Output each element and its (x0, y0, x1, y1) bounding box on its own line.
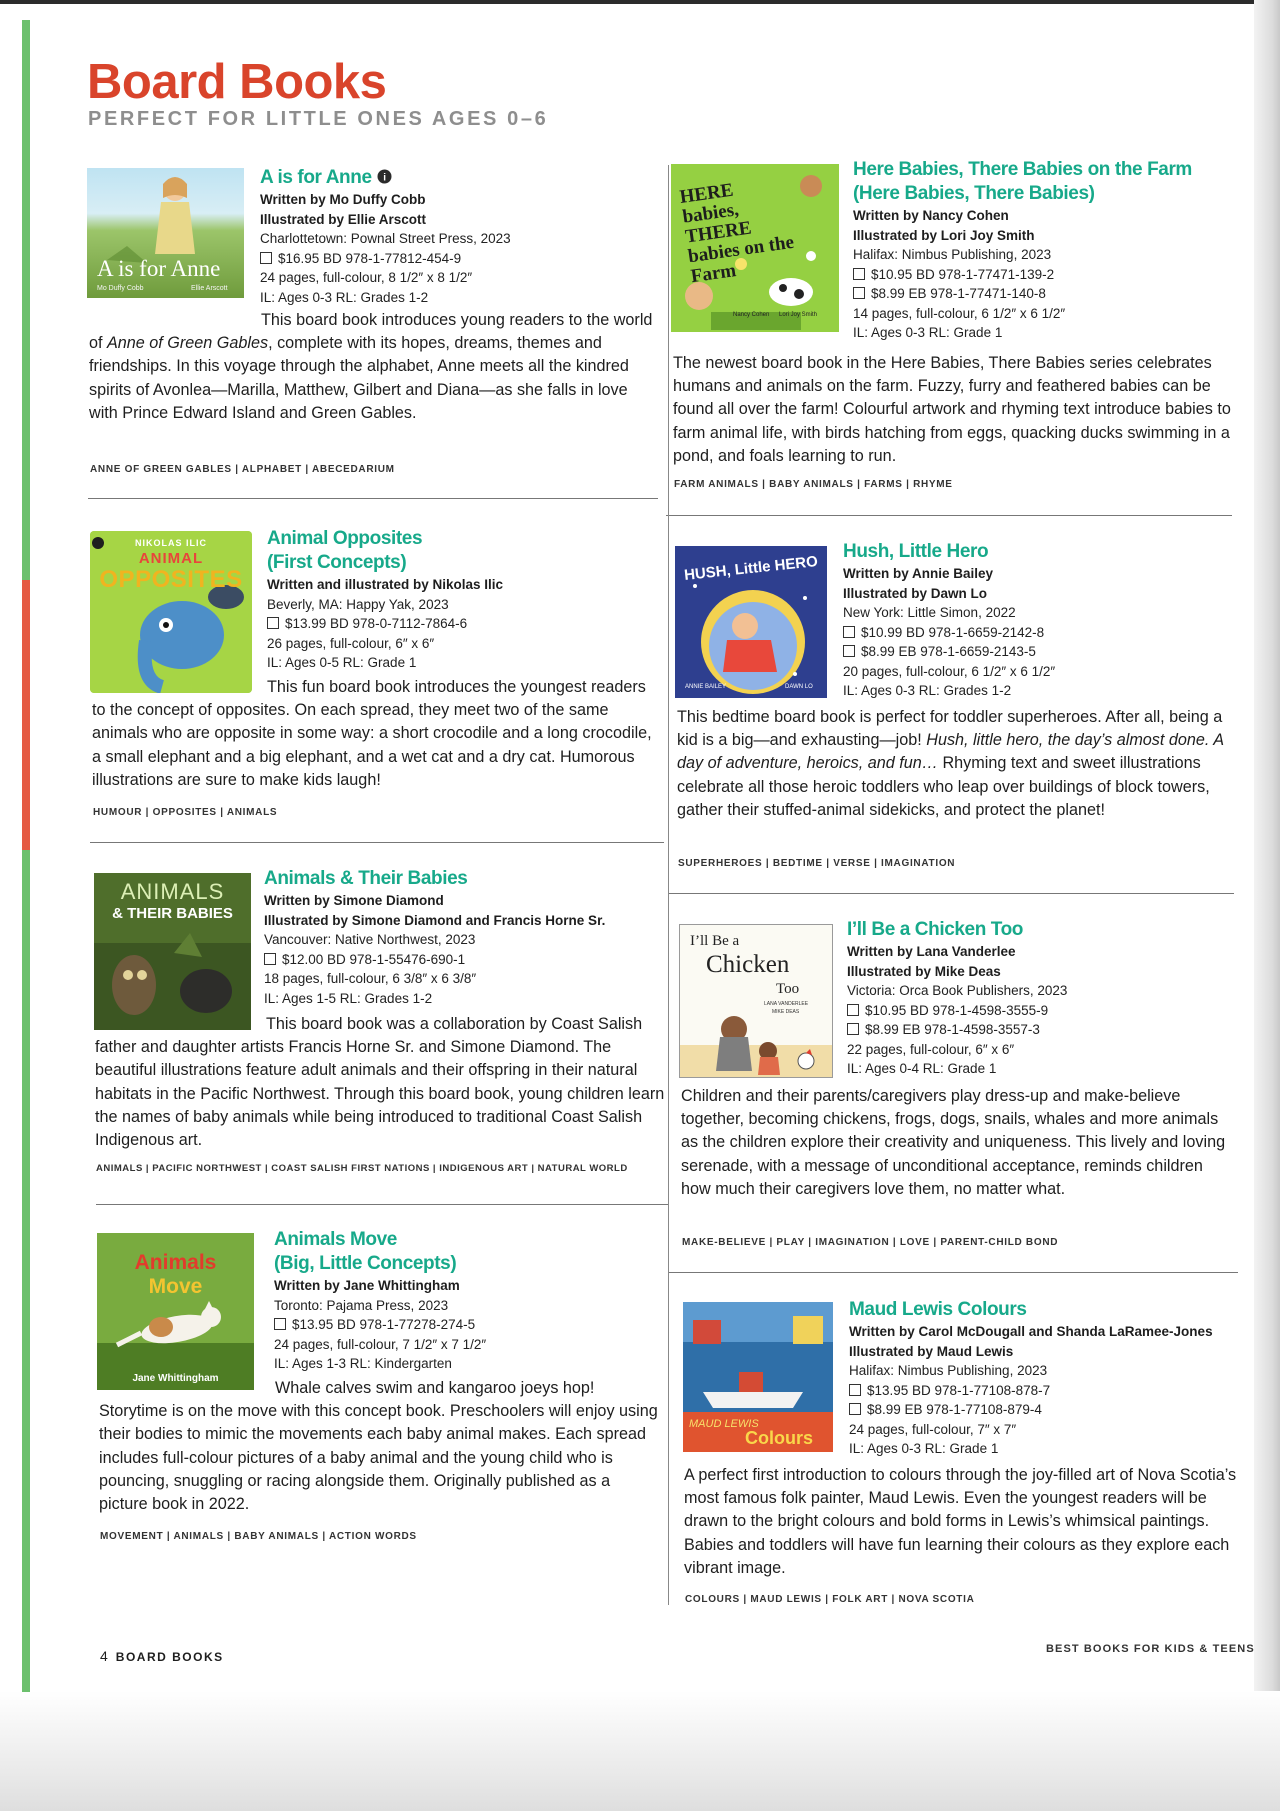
book-cover-hush-little-hero[interactable] (675, 546, 827, 698)
book-illustrator: Illustrated by Simone Diamond and Francis Horne Sr. (264, 912, 606, 928)
book-tags: ANIMALS | PACIFIC NORTHWEST | COAST SALISH FIRST NATIONS | INDIGENOUS ART | NATURAL WORLD (96, 1163, 628, 1174)
book-publisher: Vancouver: Native Northwest, 2023 (264, 932, 476, 947)
book-info-animal-opposites (267, 527, 657, 673)
book-isbn-board: $10.95 BD 978-1-77471-139-2 (853, 265, 1233, 285)
book-series: (First Concepts) (267, 552, 407, 573)
book-description: Whale calves swim and kangaroo joeys hop! Storytime is on the move with this concept book. Preschoolers will enjoy using their bodies to mimic the movements each baby animal makes. Each spread includes full-colour pictures of a baby animal and the young child who is pouncing, snuggling or racing alongside them. Originally published as a picture book in 2022. (99, 1379, 658, 1514)
book-publisher: Charlottetown: Pownal Street Press, 2023 (260, 231, 511, 246)
order-checkbox[interactable] (267, 617, 279, 629)
page-title: Board Books (87, 55, 387, 109)
book-levels: IL: Ages 0-3 RL: Grade 1 (849, 1441, 999, 1456)
book-description: This fun board book introduces the youngest readers to the concept of opposites. On each spread, they meet two of the same animals who are opposite in some way: a short crocodile and a long crocodile, a small elephant and a big elephant, and a wet cat and a dry cat. Humorous illustrations are sure to make kids laugh! (92, 678, 652, 789)
book-illustrator: Illustrated by Dawn Lo (843, 585, 988, 601)
book-cover-animal-opposites[interactable] (90, 531, 252, 693)
book-author: Written by Annie Bailey (843, 566, 994, 581)
book-author: Written and illustrated by Nikolas Ilic (267, 577, 504, 592)
book-description: A perfect first introduction to colours through the joy-filled art of Nova Scotia’s most famous folk painter, Maud Lewis. Even the youngest readers will be drawn to the bright colours and bold forms in Lewis’s whimsical paintings. Babies and toddlers will have fun learning their colours as they explore each vibrant image. (684, 1466, 1237, 1577)
book-publisher: Halifax: Nimbus Publishing, 2023 (849, 1363, 1048, 1378)
page-number: 4 (100, 1648, 108, 1664)
order-checkbox[interactable] (849, 1403, 861, 1415)
book-author: Written by Nancy Cohen (853, 208, 1009, 223)
page-footer-left (100, 1648, 224, 1664)
spine-green-stripe-lower (22, 850, 30, 1692)
book-levels: IL: Ages 1-3 RL: Kindergarten (274, 1356, 452, 1371)
spine-red-stripe (22, 580, 30, 850)
book-cover-animals-their-babies[interactable] (94, 873, 251, 1030)
cover-title-line1: ANIMAL (138, 550, 204, 567)
section-label: BOARD BOOKS (115, 1650, 224, 1664)
book-cover-ill-be-a-chicken-too[interactable] (679, 924, 833, 1078)
book-levels: IL: Ages 0-3 RL: Grade 1 (853, 325, 1003, 340)
book-title[interactable]: Here Babies, There Babies on the Farm (853, 159, 1192, 180)
book-isbn-board: $13.95 BD 978-1-77278-274-5 (274, 1315, 664, 1335)
book-title[interactable]: A is for Anne i (260, 166, 660, 190)
book-author: Written by Simone Diamond (264, 893, 444, 908)
divider (90, 842, 664, 843)
cover-illustrator: Ellie Arscott (191, 285, 228, 292)
book-isbn-board: $10.99 BD 978-1-6659-2142-8 (843, 623, 1223, 643)
cover-illustrator: Lori Joy Smith (779, 312, 818, 318)
book-title[interactable]: I’ll Be a Chicken Too (847, 919, 1024, 940)
book-description: Children and their parents/caregivers play dress-up and make-believe together, becoming chickens, frogs, dogs, snails, whales and more animals as the children explore their creativity and uniqueness. This lively and loving serenade, with a message of unconditional acceptance, reminds children how much their caregivers love them, no matter what. (681, 1087, 1226, 1198)
book-illustrator: Illustrated by Maud Lewis (849, 1343, 1014, 1359)
book-isbn-board: $16.95 BD 978-1-77812-454-9 (260, 249, 660, 269)
book-levels: IL: Ages 0-5 RL: Grade 1 (267, 655, 417, 670)
book-author: Written by Lana Vanderlee (847, 944, 1016, 959)
divider (88, 498, 658, 499)
scan-bottom-shadow (0, 1691, 1280, 1811)
book-isbn-ebook: $8.99 EB 978-1-4598-3557-3 (847, 1020, 1227, 1040)
book-publisher: Victoria: Orca Book Publishers, 2023 (847, 983, 1068, 998)
book-publisher: Halifax: Nimbus Publishing, 2023 (853, 247, 1052, 262)
divider (96, 1204, 668, 1205)
book-pages: 26 pages, full-colour, 6″ x 6″ (267, 635, 435, 651)
book-author: Written by Jane Whittingham (274, 1278, 460, 1293)
order-checkbox[interactable] (853, 268, 865, 280)
cover-title: HUSH, Little HERO (683, 553, 819, 584)
book-info-animals-move (274, 1228, 664, 1374)
order-checkbox[interactable] (847, 1004, 859, 1016)
book-tags: MAKE-BELIEVE | PLAY | IMAGINATION | LOVE | PARENT-CHILD BOND (682, 1237, 1059, 1248)
order-checkbox[interactable] (849, 1384, 861, 1396)
order-checkbox[interactable] (843, 645, 855, 657)
book-isbn-board: $13.95 BD 978-1-77108-878-7 (849, 1381, 1239, 1401)
book-tags: ANNE OF GREEN GABLES | ALPHABET | ABECEDARIUM (90, 464, 395, 475)
publication-name: BEST BOOKS FOR KIDS & TEENS (1046, 1643, 1255, 1655)
book-isbn-board: $13.99 BD 978-0-7112-7864-6 (267, 614, 657, 634)
book-isbn-ebook: $8.99 EB 978-1-6659-2143-5 (843, 642, 1223, 662)
order-checkbox[interactable] (274, 1318, 286, 1330)
cover-author: ANNIE BAILEY (685, 684, 727, 690)
order-checkbox[interactable] (847, 1023, 859, 1035)
book-tags: FARM ANIMALS | BABY ANIMALS | FARMS | RHYME (674, 479, 953, 490)
book-description: The newest board book in the Here Babies, There Babies series celebrates humans and animals on the farm. Fuzzy, furry and feathered babies can be found all over the farm! Colourful artwork and rhyming text introduce babies to farm animal life, with birds hatching from eggs, quacking ducks swimming in a pond, and foals learning to run. (673, 354, 1231, 465)
order-checkbox[interactable] (843, 626, 855, 638)
book-description: This bedtime board book is perfect for toddler superheroes. After all, being a kid is a big—and exhausting—job! Hush, little hero, the day’s almost done. A day of adventure, heroics, and fun… Rhyming text and sweet illustrations celebrate all those heroic toddlers who leap over buildings of block towers, gather their stuffed-animal sidekicks, and protect the planet! (677, 708, 1224, 819)
book-pages: 24 pages, full-colour, 8 1/2″ x 8 1/2″ (260, 270, 473, 285)
book-pages: 24 pages, full-colour, 7″ x 7″ (849, 1421, 1017, 1437)
cover-title-line1: Animals (134, 1251, 217, 1274)
cover-title-line2: OPPOSITES (99, 566, 243, 593)
cover-title-line1: ANIMALS (120, 879, 225, 904)
book-pages: 14 pages, full-colour, 6 1/2″ x 6 1/2″ (853, 305, 1066, 321)
book-pages: 24 pages, full-colour, 7 1/2″ x 7 1/2″ (274, 1336, 487, 1352)
cover-author: Jane Whittingham (132, 1373, 219, 1384)
book-title[interactable]: Animals & Their Babies (264, 868, 468, 889)
cover-title-line2: Move (148, 1275, 203, 1298)
book-tags: HUMOUR | OPPOSITES | ANIMALS (93, 807, 278, 818)
book-title[interactable]: Animals Move (274, 1229, 397, 1250)
cover-author: NIKOLAS ILIC (135, 538, 207, 548)
book-publisher: Toronto: Pajama Press, 2023 (274, 1297, 449, 1313)
book-series: (Here Babies, There Babies) (853, 183, 1095, 204)
book-illustrator: Illustrated by Ellie Arscott (260, 211, 427, 227)
cover-title-line2: & THEIR BABIES (112, 905, 233, 922)
book-title[interactable]: Maud Lewis Colours (849, 1299, 1027, 1320)
book-pages: 20 pages, full-colour, 6 1/2″ x 6 1/2″ (843, 663, 1056, 679)
book-isbn-board: $10.95 BD 978-1-4598-3555-9 (847, 1001, 1227, 1021)
order-checkbox[interactable] (260, 252, 272, 264)
book-info-animals-their-babies (264, 867, 664, 1008)
cover-author: LANA VANDERLEE (764, 1001, 809, 1007)
book-title[interactable]: Hush, Little Hero (843, 541, 989, 562)
info-circle-icon (377, 169, 392, 184)
book-cover-maud-lewis-colours[interactable] (683, 1302, 833, 1452)
book-info-a-is-for-anne (260, 166, 660, 307)
book-publisher: New York: Little Simon, 2022 (843, 605, 1016, 620)
book-cover-animals-move[interactable] (97, 1233, 254, 1390)
book-description: This board book was a collaboration by Coast Salish father and daughter artists Francis Horne Sr. and Simone Diamond. The beautiful illustrations feature adult animals and their offspring in their natural habitats in the Pacific Northwest. Through this board book, young children learn the names of baby animals while being introduced to traditional Coast Salish Indigenous art. (95, 1015, 665, 1150)
book-isbn-board: $12.00 BD 978-1-55476-690-1 (264, 950, 664, 970)
divider (668, 1272, 1238, 1273)
cover-title-line2: Chicken (706, 951, 790, 978)
book-info-maud-lewis-colours (849, 1298, 1239, 1459)
divider (666, 515, 1232, 516)
book-info-hush-little-hero (843, 540, 1223, 701)
book-title[interactable]: Animal Opposites (267, 528, 423, 549)
cover-title: HERE babies, THERE babies on the Farm (678, 179, 796, 288)
book-levels: IL: Ages 1-5 RL: Grades 1-2 (264, 990, 433, 1006)
book-tags: SUPERHEROES | BEDTIME | VERSE | IMAGINATION (678, 858, 956, 869)
book-tags: COLOURS | MAUD LEWIS | FOLK ART | NOVA SCOTIA (685, 1594, 975, 1605)
book-publisher: Beverly, MA: Happy Yak, 2023 (267, 596, 449, 612)
cover-title-line1: MAUD LEWIS (689, 1418, 759, 1430)
book-description: This board book introduces young readers to the world of Anne of Green Gables, complete with its hopes, dreams, themes and friendships. In this voyage through the alphabet, Anne meets all the kindred spirits of Avonlea—Marilla, Matthew, Gilbert and Diana—as she falls in love with Prince Edward Island and Green Gables. (89, 311, 653, 422)
book-levels: IL: Ages 0-3 RL: Grades 1-2 (843, 683, 1012, 698)
book-info-ill-be-a-chicken-too (847, 918, 1227, 1079)
book-pages: 18 pages, full-colour, 6 3/8″ x 6 3/8″ (264, 971, 477, 986)
book-isbn-ebook: $8.99 EB 978-1-77108-879-4 (849, 1400, 1239, 1420)
book-levels: IL: Ages 0-3 RL: Grades 1-2 (260, 289, 429, 305)
book-illustrator: Illustrated by Lori Joy Smith (853, 227, 1035, 243)
book-author: Written by Carol McDougall and Shanda LaRamee-Jones (849, 1324, 1213, 1339)
cover-title-line2: Colours (745, 1428, 814, 1448)
cover-title-line3: Too (776, 981, 800, 997)
spine-green-stripe (22, 20, 30, 580)
book-cover-a-is-for-anne[interactable] (87, 168, 244, 298)
book-pages: 22 pages, full-colour, 6″ x 6″ (847, 1041, 1015, 1057)
book-info-here-babies (853, 158, 1233, 343)
book-illustrator: Illustrated by Mike Deas (847, 963, 1001, 979)
cover-illustrator: MIKE DEAS (772, 1009, 800, 1015)
book-author: Written by Mo Duffy Cobb (260, 192, 426, 207)
order-checkbox[interactable] (264, 953, 276, 965)
book-isbn-ebook: $8.99 EB 978-1-77471-140-8 (853, 284, 1233, 304)
scan-right-edge (1254, 0, 1280, 1811)
cover-title: A is for Anne (97, 256, 221, 281)
cover-author: Nancy Cohen (733, 312, 770, 318)
book-levels: IL: Ages 0-4 RL: Grade 1 (847, 1061, 997, 1076)
book-cover-here-babies[interactable] (671, 164, 839, 332)
cover-illustrator: DAWN LO (785, 684, 813, 690)
divider (668, 893, 1234, 894)
column-rule (668, 165, 669, 1605)
order-checkbox[interactable] (853, 287, 865, 299)
book-series: (Big, Little Concepts) (274, 1253, 457, 1274)
book-tags: MOVEMENT | ANIMALS | BABY ANIMALS | ACTION WORDS (100, 1531, 417, 1542)
cover-title-line1: I’ll Be a (690, 933, 740, 949)
svg-text:i: i (382, 172, 386, 184)
page-subtitle: PERFECT FOR LITTLE ONES AGES 0–6 (88, 108, 549, 130)
cover-author: Mo Duffy Cobb (97, 285, 144, 292)
